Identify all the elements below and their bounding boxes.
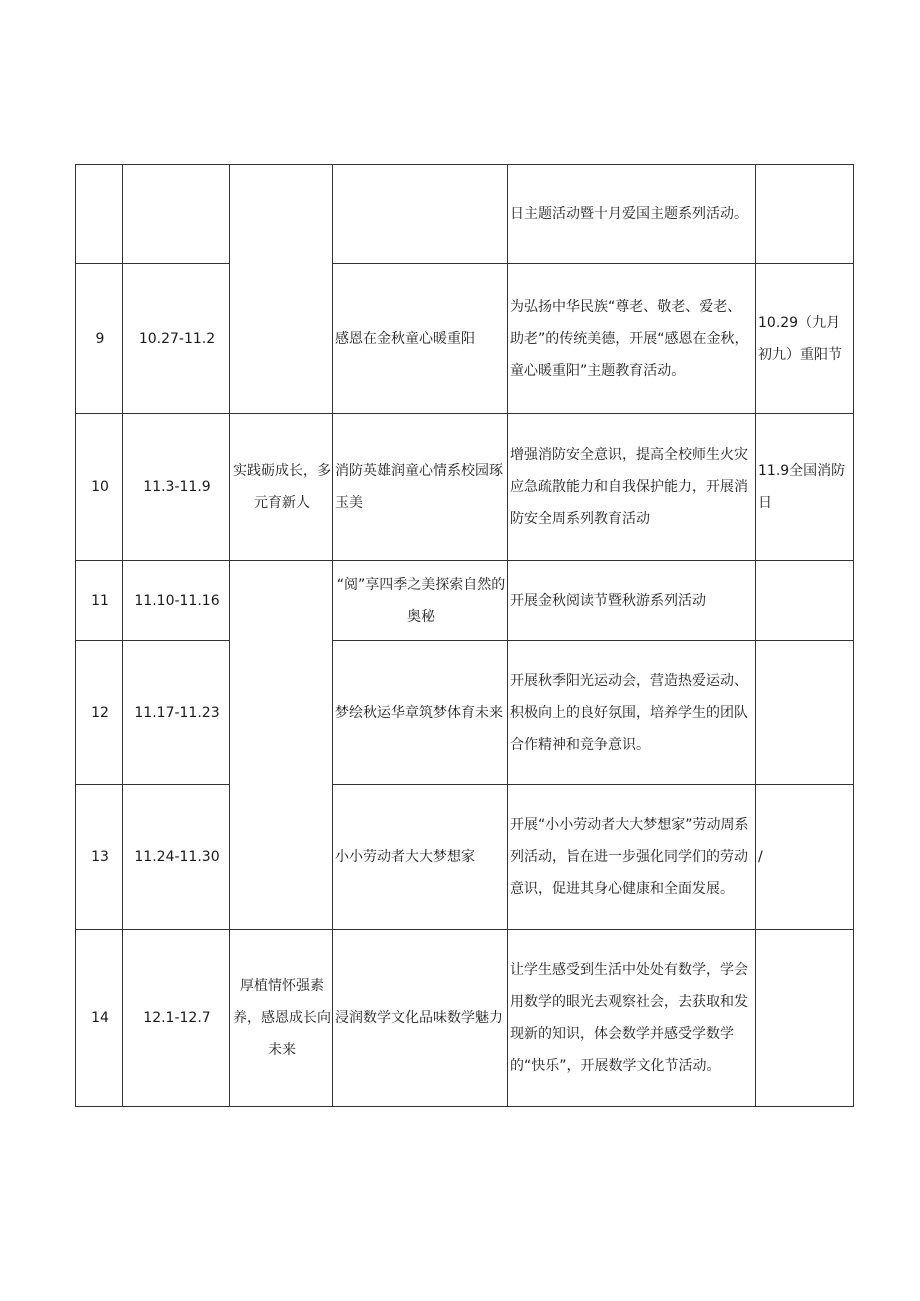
- row-activity: “阅”享四季之美探索自然的奥秘: [333, 561, 508, 641]
- row-content: 让学生感受到生活中处处有数学，学会用数学的眼光去观察社会，去获取和发现新的知识，体会数学并感受学数学的“快乐”，开展数学文化节活动。: [508, 930, 756, 1107]
- row-number: 14: [76, 930, 123, 1107]
- row-date: 11.17-11.23: [123, 641, 230, 785]
- row-content: 开展“小小劳动者大大梦想家”劳动周系列活动，旨在进一步强化同学们的劳动意识，促进其身心健康和全面发展。: [508, 785, 756, 930]
- row-activity: 小小劳动者大大梦想家: [333, 785, 508, 930]
- row-content: 为弘扬中华民族“尊老、敬老、爱老、助老”的传统美德，开展“感恩在金秋，童心暖重阳”主题教育活动。: [508, 264, 756, 414]
- row-number: [76, 165, 123, 264]
- row-note: /: [756, 785, 854, 930]
- row-number: 9: [76, 264, 123, 414]
- theme-cell: 实践砺成长，多元育新人: [230, 414, 333, 561]
- row-activity: 消防英雄润童心情系校园琢玉美: [333, 414, 508, 561]
- row-activity: 感恩在金秋童心暖重阳: [333, 264, 508, 414]
- row-note: 11.9全国消防日: [756, 414, 854, 561]
- table-row: [76, 641, 854, 785]
- row-date: [123, 165, 230, 264]
- row-date: 12.1-12.7: [123, 930, 230, 1107]
- row-date: 11.24-11.30: [123, 785, 230, 930]
- row-activity: [333, 165, 508, 264]
- row-date: 10.27-11.2: [123, 264, 230, 414]
- row-number: 12: [76, 641, 123, 785]
- table-row: [76, 930, 854, 1107]
- row-activity: 浸润数学文化品味数学魅力: [333, 930, 508, 1107]
- row-number: 13: [76, 785, 123, 930]
- schedule-table: [75, 164, 854, 1107]
- row-note: [756, 641, 854, 785]
- row-number: 11: [76, 561, 123, 641]
- theme-cell: 厚植情怀强素养，感恩成长向未来: [230, 930, 333, 1107]
- row-date: 11.10-11.16: [123, 561, 230, 641]
- row-content: 开展金秋阅读节暨秋游系列活动: [508, 561, 756, 641]
- theme-cell: [230, 165, 333, 414]
- theme-cell: [230, 561, 333, 930]
- row-activity: 梦绘秋运华章筑梦体育未来: [333, 641, 508, 785]
- row-content: 开展秋季阳光运动会，营造热爱运动、积极向上的良好氛围，培养学生的团队合作精神和竞争意识。: [508, 641, 756, 785]
- table-row: [76, 264, 854, 414]
- row-note: [756, 165, 854, 264]
- row-content: 日主题活动暨十月爱国主题系列活动。: [508, 165, 756, 264]
- table-row: [76, 785, 854, 930]
- table-row: [76, 414, 854, 561]
- row-note: 10.29（九月初九）重阳节: [756, 264, 854, 414]
- row-date: 11.3-11.9: [123, 414, 230, 561]
- table-row: [76, 165, 854, 264]
- row-note: [756, 561, 854, 641]
- row-number: 10: [76, 414, 123, 561]
- row-content: 增强消防安全意识，提高全校师生火灾应急疏散能力和自我保护能力，开展消防安全周系列教育活动: [508, 414, 756, 561]
- row-note: [756, 930, 854, 1107]
- table-row: [76, 561, 854, 641]
